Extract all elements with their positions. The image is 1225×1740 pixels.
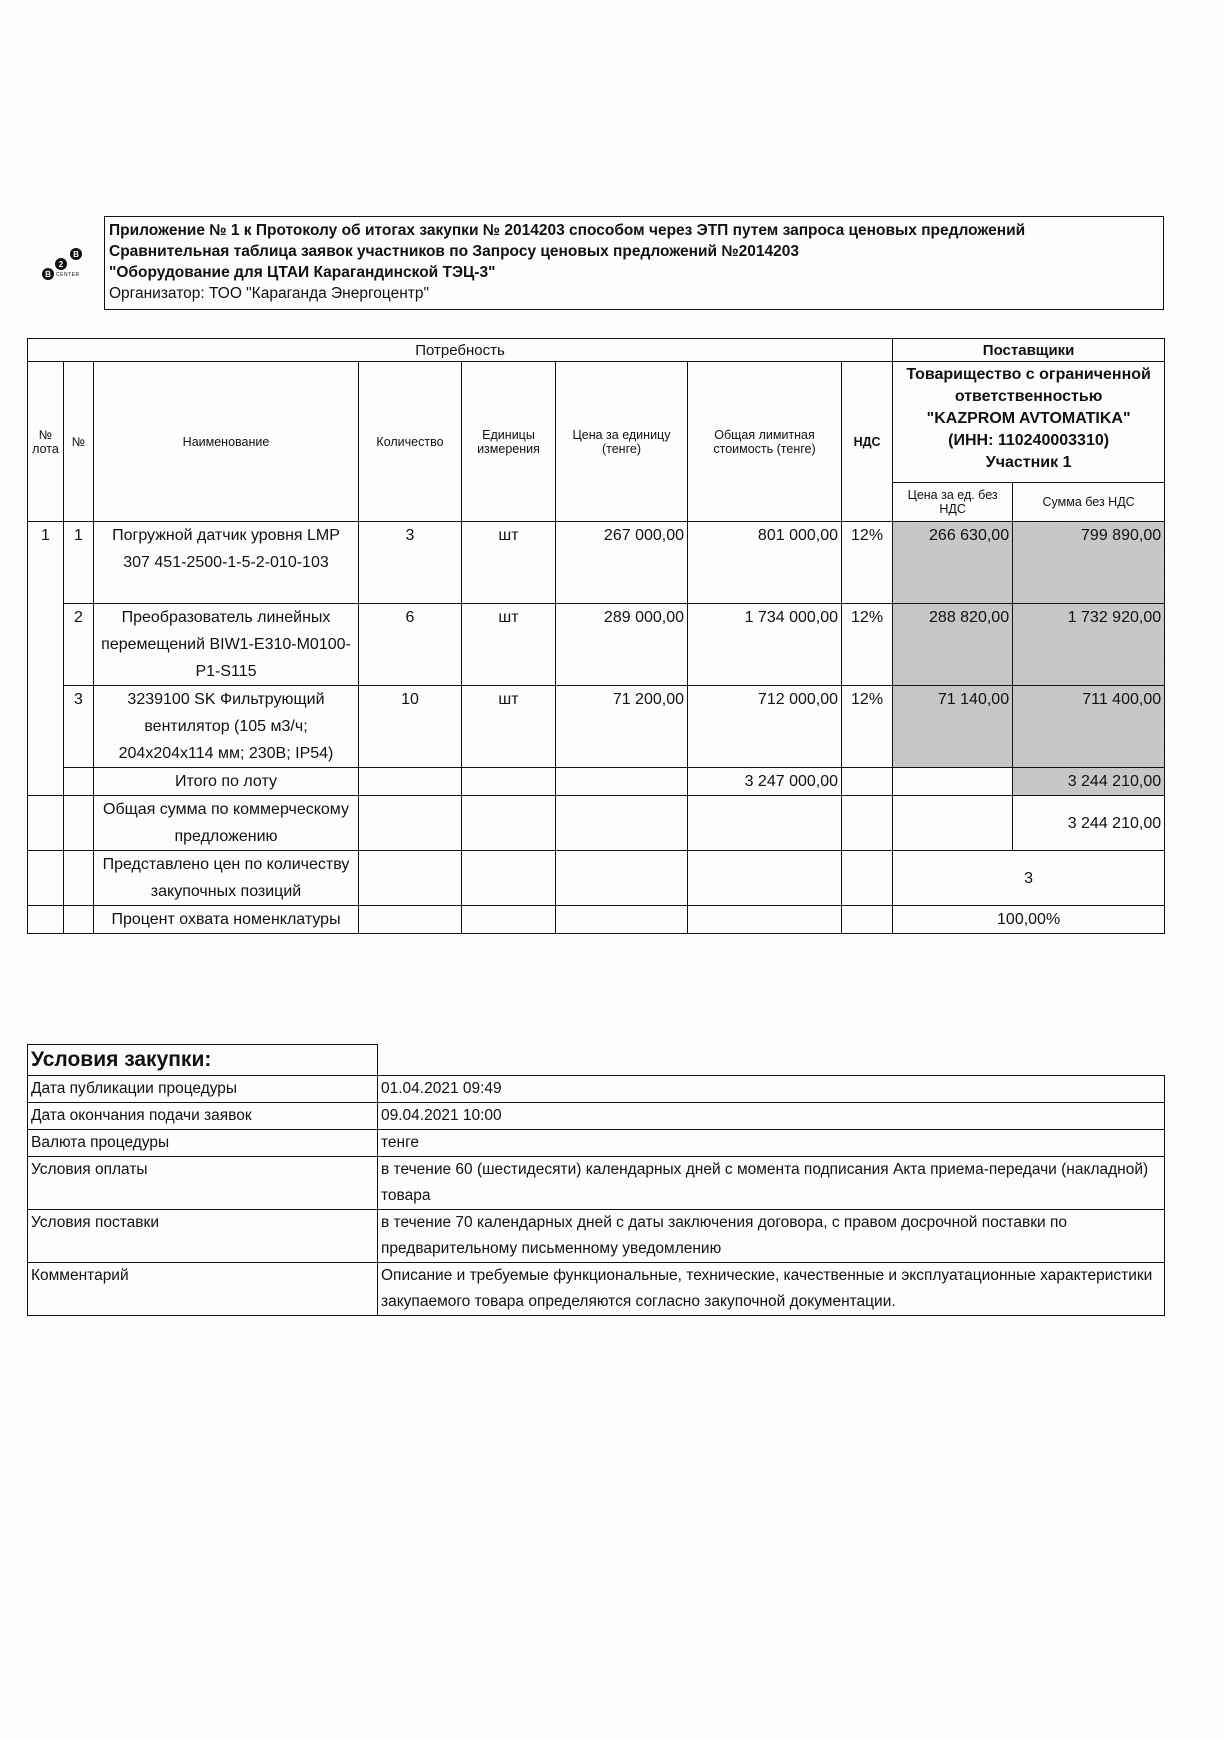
supplier-participant-label: Участник 1: [985, 454, 1072, 471]
item-unit-price: 289 000,00: [556, 604, 688, 686]
commercial-total-value: 3 244 210,00: [1013, 796, 1165, 851]
group-header-suppliers: Поставщики: [893, 339, 1165, 362]
empty-cell: [893, 768, 1013, 796]
empty-cell: [842, 768, 893, 796]
table-row: [28, 522, 1165, 604]
logo-2-glyph: 2: [55, 258, 67, 270]
empty-cell: [359, 851, 462, 906]
coverage-row: [28, 906, 1165, 934]
condition-label: Условия поставки: [28, 1210, 378, 1263]
lot-total-label: Итого по лоту: [94, 768, 359, 796]
supplier-unit-price: 266 630,00: [893, 522, 1013, 604]
col-header-vat: НДС: [842, 362, 893, 522]
empty-cell: [556, 796, 688, 851]
empty-cell: [462, 906, 556, 934]
empty-cell: [359, 906, 462, 934]
supplier-legal-form: Товарищество с ограниченной ответственностью: [906, 366, 1151, 405]
condition-label: Дата окончания подачи заявок: [28, 1103, 378, 1130]
empty-cell: [462, 851, 556, 906]
col-header-no: №: [64, 362, 94, 522]
col-header-name: Наименование: [94, 362, 359, 522]
condition-value: Описание и требуемые функциональные, технические, качественные и эксплуатационные характеристики закупаемого товара определяются согласно закупочной документации.: [378, 1263, 1165, 1316]
condition-label: Условия оплаты: [28, 1157, 378, 1210]
condition-value: в течение 70 календарных дней с даты заключения договора, с правом досрочной поставки по предварительному письменному уведомлению: [378, 1210, 1165, 1263]
condition-value: 01.04.2021 09:49: [378, 1076, 1165, 1103]
item-vat: 12%: [842, 522, 893, 604]
empty-cell: [842, 851, 893, 906]
condition-row: [28, 1210, 1165, 1263]
col-header-supplier-sum: Сумма без НДС: [1013, 483, 1165, 522]
comparison-table: [27, 338, 1165, 934]
empty-cell: [556, 906, 688, 934]
logo-b-glyph: B: [42, 268, 54, 280]
table-row: [28, 686, 1165, 768]
item-name: 3239100 SK Фильтрующий вентилятор (105 м3/ч; 204x204x114 мм; 230В; IP54): [94, 686, 359, 768]
header-organizer: Организатор: ТОО "Караганда Энергоцентр": [109, 285, 430, 302]
empty-cell: [28, 851, 64, 906]
condition-label: Валюта процедуры: [28, 1130, 378, 1157]
commercial-total-label: Общая сумма по коммерческому предложению: [94, 796, 359, 851]
lot-total-limit: 3 247 000,00: [688, 768, 842, 796]
b2b-center-logo: [38, 248, 98, 288]
empty-cell: [842, 906, 893, 934]
empty-cell: [64, 851, 94, 906]
supplier-name: "KAZPROM AVTOMATIKA": [926, 410, 1131, 427]
condition-value: тенге: [378, 1130, 1165, 1157]
item-unit-price: 71 200,00: [556, 686, 688, 768]
lot-total-supplier-sum: 3 244 210,00: [1013, 768, 1165, 796]
coverage-label: Процент охвата номенклатуры: [94, 906, 359, 934]
item-unit: шт: [462, 522, 556, 604]
condition-label: Дата публикации процедуры: [28, 1076, 378, 1103]
empty-cell: [359, 796, 462, 851]
condition-row: [28, 1157, 1165, 1210]
item-number: 2: [64, 604, 94, 686]
condition-row: [28, 1103, 1165, 1130]
item-vat: 12%: [842, 686, 893, 768]
commercial-total-row: [28, 796, 1165, 851]
empty-cell: [359, 768, 462, 796]
condition-row: [28, 1130, 1165, 1157]
empty-cell: [556, 768, 688, 796]
item-unit-price: 267 000,00: [556, 522, 688, 604]
conditions-title: Условия закупки:: [28, 1045, 378, 1076]
item-quantity: 10: [359, 686, 462, 768]
item-unit: шт: [462, 686, 556, 768]
supplier-inn: (ИНН: 110240003310): [948, 432, 1110, 449]
item-name: Преобразователь линейных перемещений BIW1-E310-M0100-P1-S115: [94, 604, 359, 686]
supplier-header: [893, 362, 1165, 483]
lot-number: 1: [28, 522, 64, 796]
item-unit: шт: [462, 604, 556, 686]
empty-cell: [64, 906, 94, 934]
supplier-unit-price: 71 140,00: [893, 686, 1013, 768]
document-header: [104, 216, 1164, 310]
empty-cell: [556, 851, 688, 906]
item-quantity: 6: [359, 604, 462, 686]
header-procurement-subject: "Оборудование для ЦТАИ Карагандинской ТЭЦ-3": [109, 264, 496, 281]
positions-priced-row: [28, 851, 1165, 906]
condition-value: 09.04.2021 10:00: [378, 1103, 1165, 1130]
col-header-quantity: Количество: [359, 362, 462, 522]
condition-row: [28, 1076, 1165, 1103]
item-total-limit: 801 000,00: [688, 522, 842, 604]
group-header-need: Потребность: [28, 339, 893, 362]
col-header-total-limit: Общая лимитная стоимость (тенге): [688, 362, 842, 522]
item-number: 3: [64, 686, 94, 768]
col-header-supplier-unit-price: Цена за ед. без НДС: [893, 483, 1013, 522]
condition-row: [28, 1263, 1165, 1316]
procurement-conditions-table: [27, 1044, 1165, 1316]
logo-caption: CENTER: [56, 272, 80, 278]
supplier-unit-price: 288 820,00: [893, 604, 1013, 686]
header-comparison-title: Сравнительная таблица заявок участников по Запросу ценовых предложений №2014203: [109, 243, 799, 260]
empty-cell: [28, 906, 64, 934]
empty-cell: [688, 796, 842, 851]
logo-b-glyph-2: B: [70, 248, 82, 260]
item-vat: 12%: [842, 604, 893, 686]
table-row: [28, 604, 1165, 686]
empty-cell: [64, 768, 94, 796]
empty-cell: [462, 768, 556, 796]
empty-cell: [462, 796, 556, 851]
empty-cell: [64, 796, 94, 851]
item-name: Погружной датчик уровня LMP 307 451-2500-1-5-2-010-103: [94, 522, 359, 604]
coverage-value: 100,00%: [893, 906, 1165, 934]
empty-cell: [378, 1045, 1165, 1076]
condition-label: Комментарий: [28, 1263, 378, 1316]
supplier-sum: 799 890,00: [1013, 522, 1165, 604]
lot-total-row: [28, 768, 1165, 796]
item-number: 1: [64, 522, 94, 604]
positions-priced-value: 3: [893, 851, 1165, 906]
col-header-unit: Единицы измерения: [462, 362, 556, 522]
empty-cell: [688, 906, 842, 934]
positions-priced-label: Представлено цен по количеству закупочных позиций: [94, 851, 359, 906]
empty-cell: [28, 796, 64, 851]
condition-value: в течение 60 (шестидесяти) календарных дней с момента подписания Акта приема-передачи (накладной) товара: [378, 1157, 1165, 1210]
supplier-sum: 711 400,00: [1013, 686, 1165, 768]
item-total-limit: 712 000,00: [688, 686, 842, 768]
col-header-unit-price: Цена за единицу (тенге): [556, 362, 688, 522]
item-quantity: 3: [359, 522, 462, 604]
empty-cell: [842, 796, 893, 851]
empty-cell: [893, 796, 1013, 851]
col-header-lot-no: № лота: [28, 362, 64, 522]
supplier-sum: 1 732 920,00: [1013, 604, 1165, 686]
item-total-limit: 1 734 000,00: [688, 604, 842, 686]
empty-cell: [688, 851, 842, 906]
header-appendix-title: Приложение № 1 к Протоколу об итогах закупки № 2014203 способом через ЭТП путем запроса ценовых предложений: [109, 222, 1026, 239]
